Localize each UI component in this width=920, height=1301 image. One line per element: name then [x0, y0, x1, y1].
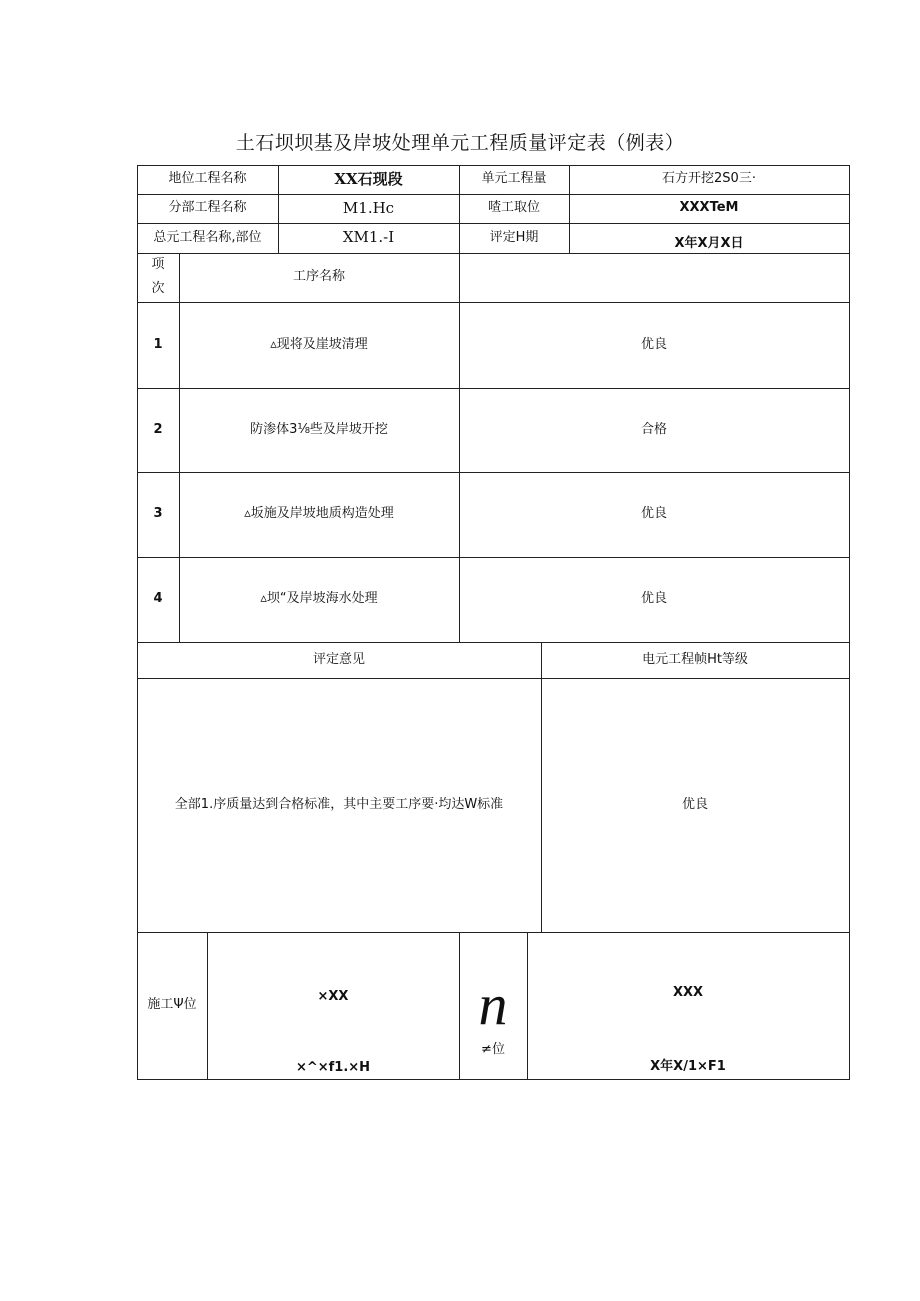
seq-header-line2: 次 — [151, 281, 165, 297]
element-project-name-value: XM1.-I — [342, 228, 395, 247]
table-border-right — [849, 165, 850, 1080]
element-project-name-label: 总元工程名称,部位 — [153, 229, 262, 245]
unit-quantity-label: 单元工程量 — [481, 171, 547, 187]
seq-column-header — [137, 253, 179, 302]
process-name: ▵坂施及岸坡地质构造处理 — [244, 506, 394, 522]
evaluation-date-label: 评定H期 — [489, 229, 539, 245]
row-number: 1 — [153, 336, 163, 352]
document-title: 土石坝坝基及岸坡处理单元工程质量评定表（例表） — [235, 132, 685, 154]
seq-header-line1: 项 — [151, 257, 165, 272]
process-column-header: 工序名称 — [292, 269, 345, 285]
supervision-sign-date: X年X/1×F1 — [650, 1058, 726, 1074]
unit-grade-value: 优良 — [681, 796, 708, 812]
construction-sign-date: ×^×f1.×H — [295, 1059, 371, 1075]
unit-project-name-value: XX石现段 — [334, 169, 403, 188]
process-name: ▵现将及崖坡清理 — [270, 336, 368, 352]
glyph-mark: n — [478, 972, 508, 1037]
unit-project-name-label: 地位工程名称 — [168, 171, 247, 187]
construction-unit-sign-label: 施工Ψ位 — [147, 997, 197, 1013]
row-number: 4 — [153, 591, 163, 607]
process-grade: 合格 — [640, 421, 667, 437]
process-grade: 优良 — [640, 591, 667, 607]
opinion-header: 评定意见 — [312, 651, 365, 667]
opinion-text: 全部1.序质量达到合格标准，其中主要工序要·均达W标准 — [174, 796, 504, 812]
table-rule — [137, 932, 850, 933]
construction-signer-name: ×XX — [317, 988, 349, 1004]
supervision-signer-name: XXX — [672, 984, 704, 1000]
process-grade: 优良 — [640, 506, 667, 522]
evaluation-date-value: X年X月X日 — [674, 235, 744, 251]
unit-grade-header: 电元工程帧Ht等级 — [642, 651, 748, 667]
process-grade: 优良 — [640, 336, 667, 352]
process-name: 防渗体3⅛些及岸坡开挖 — [250, 421, 388, 437]
row-number: 3 — [153, 506, 163, 522]
unit-quantity-value: 石方开挖2S0三· — [662, 171, 756, 187]
grade-column-header — [459, 253, 849, 302]
construction-unit-value: XXXTeM — [679, 200, 739, 216]
construction-unit-label: 喳工取位 — [487, 200, 540, 216]
row-number: 2 — [153, 421, 163, 437]
supervision-unit-label: ≠位 — [481, 1041, 505, 1057]
process-name: ▵坝“及岸坡海水处理 — [260, 591, 378, 607]
division-project-name-label: 分部工程名称 — [168, 200, 247, 216]
division-project-name-value: M1.Hc — [342, 198, 395, 217]
